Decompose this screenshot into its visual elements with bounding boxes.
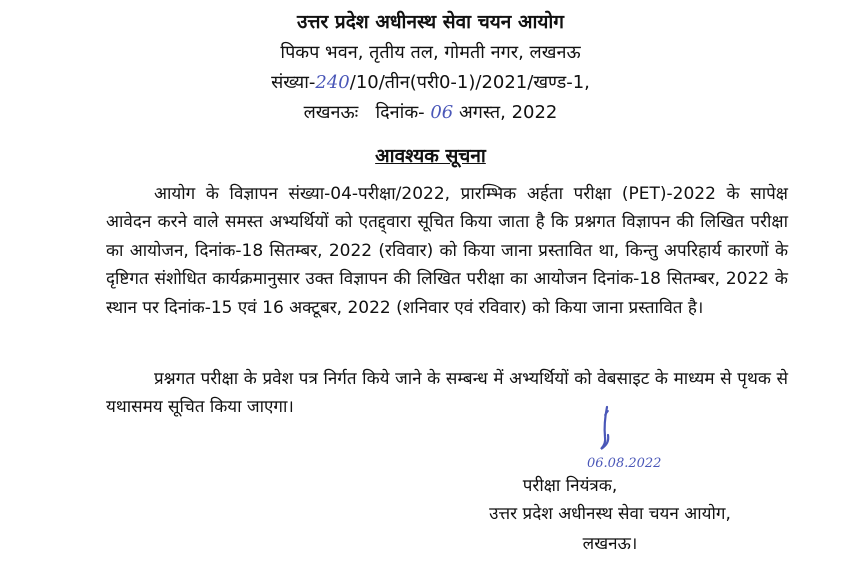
reference-prefix: संख्या- [271, 72, 316, 93]
paragraph-2-text: प्रश्नगत परीक्षा के प्रवेश पत्र निर्गत किये जाने के सम्बन्ध में अभ्यर्थियों को वेबसाइट के माध्यम से पृथक से यथासमय सूचित किया जाएगा। [106, 369, 788, 418]
handwritten-signature [585, 405, 695, 475]
notice-title: आवश्यक सूचना [375, 145, 486, 167]
signatory-organization: उत्तर प्रदेश अधीनस्थ सेवा चयन आयोग, [489, 504, 731, 524]
handwritten-reference-number: 240 [315, 72, 350, 93]
handwritten-date-day: 06 [430, 102, 454, 123]
signatory-city: लखनऊ। [582, 534, 638, 554]
organization-name: उत्तर प्रदेश अधीनस्थ सेवा चयन आयोग [296, 11, 565, 33]
signature-date: 06.08.2022 [587, 456, 662, 471]
date-line [0, 100, 861, 124]
paragraph-1-text: आयोग के विज्ञापन संख्या-04-परीक्षा/2022, प्रारम्भिक अर्हता परीक्षा (PET)-2022 के सापेक्ष आवेदन करने वाले समस्त अभ्यर्थियों को एतद्द्वारा सूचित किया जाता है कि प्रश्नगत विज्ञापन की लिखित परीक्षा का आयोजन, दिनांक-18 सितम्बर, 2022 (रविवार) को किया जाना प्रस्तावित था, किन्तु अपरिहार्य कारणों के दृष्टिगत संशोधित कार्यक्रमानुसार उक्त विज्ञापन की लिखित परीक्षा का आयोजन दिनांक-18 सितम्बर, 2022 के स्थान पर दिनांक-15 एवं 16 अक्टूबर, 2022 (शनिवार एवं रविवार) को किया जाना प्रस्तावित है। [106, 184, 788, 318]
date-prefix: लखनऊः दिनांक- [303, 102, 431, 123]
organization-address: पिकप भवन, तृतीय तल, गोमती नगर, लखनऊ [280, 42, 581, 63]
reference-suffix: /10/तीन(परी0-1)/2021/खण्ड-1, [349, 72, 590, 93]
date-suffix: अगस्त, 2022 [453, 102, 558, 123]
notice-paragraph-1 [106, 180, 788, 322]
signatory-designation: परीक्षा नियंत्रक, [522, 476, 618, 496]
reference-number-line [0, 70, 861, 94]
